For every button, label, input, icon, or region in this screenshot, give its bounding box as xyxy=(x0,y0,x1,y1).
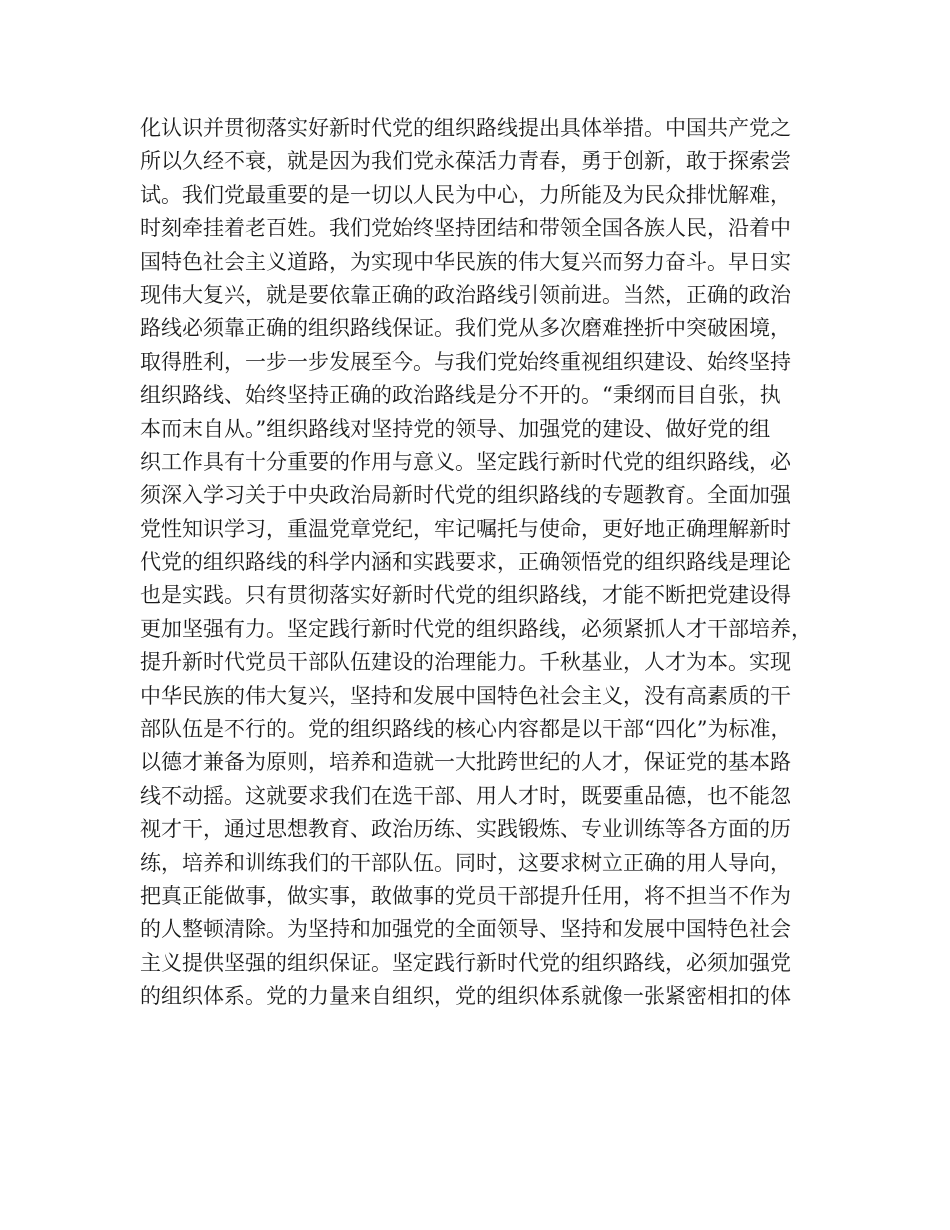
text-line: 线不动摇。这就要求我们在选干部、用人才时，既要重品德，也不能忽 xyxy=(140,783,791,808)
text-line: 化认识并贯彻落实好新时代党的组织路线提出具体举措。中国共产党之 xyxy=(140,116,791,140)
text-line: 组织路线、始终坚持正确的政治路线是分不开的。“秉纲而目自张，执 xyxy=(140,383,781,408)
text-line: 所以久经不衰，就是因为我们党永葆活力青春，勇于创新，敢于探索尝 xyxy=(140,149,791,174)
text-line: 练，培养和训练我们的干部队伍。同时，这要求树立正确的用人导向， xyxy=(140,850,791,875)
body-text xyxy=(140,112,820,1014)
text-line: 织工作具有十分重要的作用与意义。坚定践行新时代党的组织路线，必 xyxy=(140,449,791,474)
text-line: 的组织体系。党的力量来自组织，党的组织体系就像一张紧密相扣的体 xyxy=(140,984,791,1009)
text-line: 提升新时代党员干部队伍建设的治理能力。千秋基业，人才为本。实现 xyxy=(140,650,791,675)
text-line: 须深入学习关于中央政治局新时代党的组织路线的专题教育。全面加强 xyxy=(140,483,791,508)
text-line: 路线必须靠正确的组织路线保证。我们党从多次磨难挫折中突破困境， xyxy=(140,316,791,341)
text-line: 时刻牵挂着老百姓。我们党始终坚持团结和带领全国各族人民，沿着中 xyxy=(140,216,791,241)
text-line: 国特色社会主义道路，为实现中华民族的伟大复兴而努力奋斗。早日实 xyxy=(140,249,791,274)
text-line: 党性知识学习，重温党章党纪，牢记嘱托与使命，更好地正确理解新时 xyxy=(140,516,791,541)
text-line: 现伟大复兴，就是要依靠正确的政治路线引领前进。当然，正确的政治 xyxy=(140,282,791,307)
text-line: 取得胜利，一步一步发展至今。与我们党始终重视组织建设、始终坚持 xyxy=(140,349,791,374)
text-line: 的人整顿清除。为坚持和加强党的全面领导、坚持和发展中国特色社会 xyxy=(140,917,791,942)
text-line: 中华民族的伟大复兴，坚持和发展中国特色社会主义，没有高素质的干 xyxy=(140,683,791,708)
text-line: 也是实践。只有贯彻落实好新时代党的组织路线，才能不断把党建设得 xyxy=(140,583,791,608)
text-line: 把真正能做事，做实事，敢做事的党员干部提升任用，将不担当不作为 xyxy=(140,883,791,908)
text-line: 更加坚强有力。坚定践行新时代党的组织路线，必须紧抓人才干部培养， xyxy=(140,616,812,641)
text-line: 主义提供坚强的组织保证。坚定践行新时代党的组织路线，必须加强党 xyxy=(140,950,791,975)
text-line: 本而末自从。”组织路线对坚持党的领导、加强党的建设、做好党的组 xyxy=(140,416,771,441)
text-line: 试。我们党最重要的是一切以人民为中心，力所能及为民众排忧解难， xyxy=(140,182,791,207)
text-line: 代党的组织路线的科学内涵和实践要求，正确领悟党的组织路线是理论 xyxy=(140,550,791,575)
text-line: 以德才兼备为原则，培养和造就一大批跨世纪的人才，保证党的基本路 xyxy=(140,750,791,775)
text-line: 视才干，通过思想教育、政治历练、实践锻炼、专业训练等各方面的历 xyxy=(140,817,791,842)
text-line: 部队伍是不行的。党的组织路线的核心内容都是以干部“四化”为标准， xyxy=(140,717,792,742)
